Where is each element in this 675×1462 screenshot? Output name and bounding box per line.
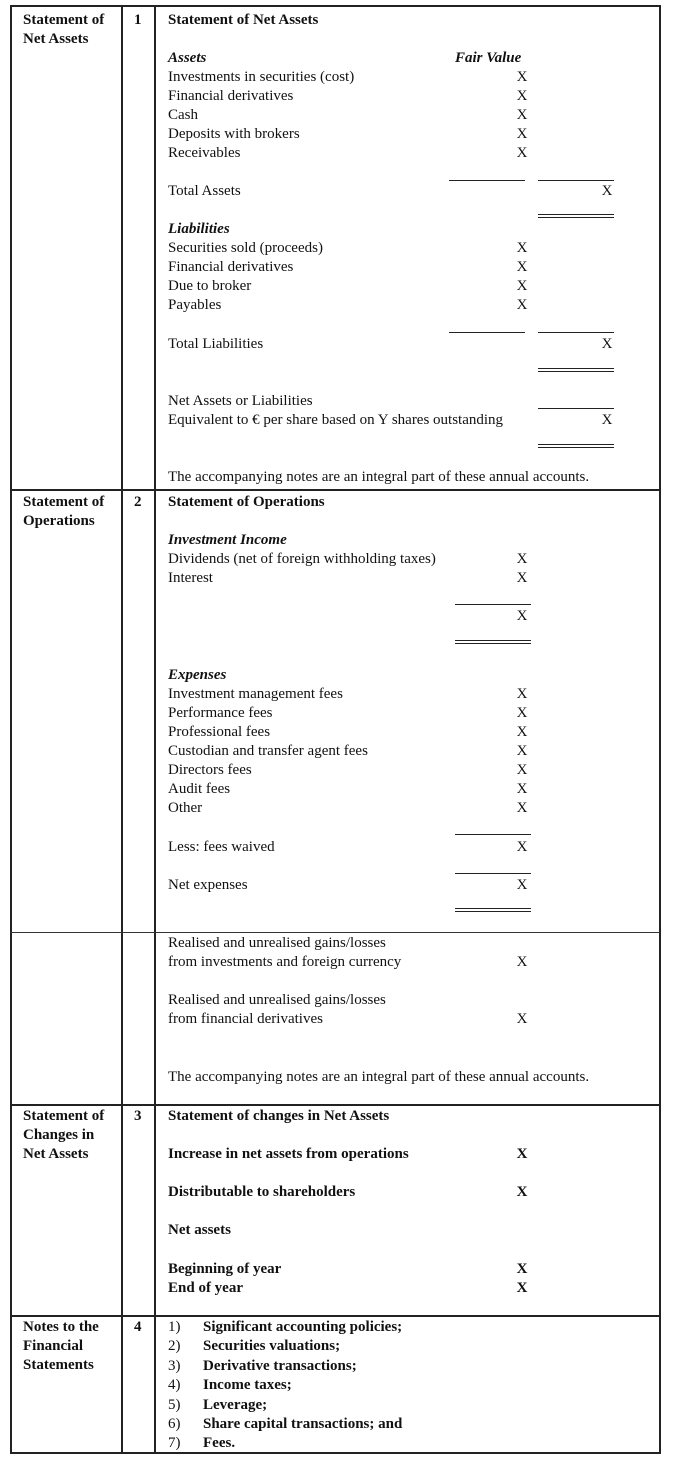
line-item-label: Audit fees bbox=[168, 781, 231, 797]
note-item bbox=[168, 1337, 402, 1356]
line-item-mark: X bbox=[516, 800, 528, 816]
financial-statements-table bbox=[10, 5, 661, 1454]
line-item-label: Custodian and transfer agent fees bbox=[168, 743, 368, 759]
line-item-label: Directors fees bbox=[168, 762, 252, 778]
total-liabilities-label: Total Liabilities bbox=[168, 336, 264, 352]
line-item-mark: X bbox=[516, 240, 528, 256]
net-expenses-mark: X bbox=[516, 877, 528, 893]
line-item-mark: X bbox=[516, 259, 528, 275]
section-label-net-assets: Statement of Net Assets bbox=[23, 12, 105, 47]
distributable-label: Distributable to shareholders bbox=[168, 1184, 356, 1200]
end-label: End of year bbox=[168, 1280, 243, 1296]
increase-label: Increase in net assets from operations bbox=[168, 1146, 409, 1162]
fair-value-heading: Fair Value bbox=[455, 50, 522, 66]
beginning-mark: X bbox=[516, 1261, 528, 1277]
subtotal-rule bbox=[449, 332, 525, 333]
section-label-operations: Statement of Operations bbox=[23, 494, 105, 529]
net-assets-line2: Equivalent to € per share based on Y shares outstanding bbox=[168, 412, 504, 428]
net-expenses-label: Net expenses bbox=[168, 877, 248, 893]
line-item-mark: X bbox=[516, 69, 528, 85]
row-divider-1 bbox=[10, 489, 661, 491]
note-number: 1) bbox=[168, 1319, 181, 1335]
note-item bbox=[168, 1318, 402, 1337]
section-label-changes: Statement of Changes in Net Assets bbox=[23, 1108, 105, 1162]
subtotal-rule bbox=[455, 834, 531, 835]
note-number: 7) bbox=[168, 1435, 181, 1452]
gains-derivatives-mark: X bbox=[516, 1011, 528, 1027]
line-item-mark: X bbox=[516, 126, 528, 142]
line-item-label: Performance fees bbox=[168, 705, 273, 721]
line-item-mark: X bbox=[516, 297, 528, 313]
note-item bbox=[168, 1434, 402, 1453]
note-text: Derivative transactions; bbox=[203, 1357, 357, 1374]
footnote: The accompanying notes are an integral part of these annual accounts. bbox=[168, 469, 590, 485]
line-item-label: Dividends (net of foreign withholding taxes) bbox=[168, 551, 436, 567]
row-divider-3 bbox=[10, 1104, 661, 1106]
line-item-label: Interest bbox=[168, 570, 213, 586]
row-divider-2a bbox=[10, 932, 154, 933]
line-item-label: Receivables bbox=[168, 145, 241, 161]
line-item-label: Professional fees bbox=[168, 724, 271, 740]
note-number: 5) bbox=[168, 1396, 181, 1413]
notes-list bbox=[168, 1318, 402, 1454]
line-item-label: Deposits with brokers bbox=[168, 126, 300, 142]
double-rule bbox=[455, 908, 531, 912]
line-item-label: Investment management fees bbox=[168, 686, 343, 702]
line-item-label: Other bbox=[168, 800, 203, 816]
fees-waived-label: Less: fees waived bbox=[168, 839, 275, 855]
double-rule bbox=[538, 444, 614, 448]
line-item-mark: X bbox=[516, 781, 528, 797]
section-number: 4 bbox=[134, 1319, 142, 1335]
subtotal-rule bbox=[455, 873, 531, 874]
section-title: Statement of Net Assets bbox=[168, 12, 319, 28]
note-text: Fees. bbox=[203, 1435, 236, 1452]
note-text: Securities valuations; bbox=[203, 1338, 341, 1355]
row-divider-2b bbox=[154, 932, 661, 933]
note-text: Leverage; bbox=[203, 1396, 268, 1413]
line-item-mark: X bbox=[516, 724, 528, 740]
gains-derivatives-line2: from financial derivatives bbox=[168, 1011, 323, 1027]
end-mark: X bbox=[516, 1280, 528, 1296]
section-number: 3 bbox=[134, 1108, 142, 1124]
line-item-label: Securities sold (proceeds) bbox=[168, 240, 323, 256]
double-rule bbox=[538, 368, 614, 372]
subtotal-rule bbox=[538, 180, 614, 181]
double-rule bbox=[538, 214, 614, 218]
line-item-mark: X bbox=[516, 686, 528, 702]
note-item bbox=[168, 1396, 402, 1415]
double-rule bbox=[455, 640, 531, 644]
net-assets-label: Net assets bbox=[168, 1222, 231, 1238]
beginning-label: Beginning of year bbox=[168, 1261, 282, 1277]
liabilities-heading: Liabilities bbox=[168, 221, 230, 237]
line-item-mark: X bbox=[516, 88, 528, 104]
line-item-mark: X bbox=[516, 705, 528, 721]
fees-waived-mark: X bbox=[516, 839, 528, 855]
gains-investments-line1: Realised and unrealised gains/losses bbox=[168, 935, 386, 951]
section-number: 2 bbox=[134, 494, 142, 510]
section-label-notes: Notes to the Financial Statements bbox=[23, 1319, 99, 1373]
subtotal-rule bbox=[455, 604, 531, 605]
note-text: Share capital transactions; and bbox=[203, 1416, 403, 1433]
net-assets-line1: Net Assets or Liabilities bbox=[168, 393, 313, 409]
note-text: Income taxes; bbox=[203, 1377, 292, 1394]
note-number: 6) bbox=[168, 1416, 181, 1433]
line-item-mark: X bbox=[516, 107, 528, 123]
total-assets-label: Total Assets bbox=[168, 183, 241, 199]
note-text: Significant accounting policies; bbox=[203, 1319, 403, 1335]
note-item bbox=[168, 1357, 402, 1376]
row-divider-4 bbox=[10, 1315, 661, 1317]
note-item bbox=[168, 1415, 402, 1434]
note-number: 2) bbox=[168, 1338, 181, 1355]
total-mark: X bbox=[601, 183, 613, 199]
line-item-mark: X bbox=[516, 551, 528, 567]
subtotal-rule bbox=[538, 408, 614, 409]
section-title: Statement of Operations bbox=[168, 494, 325, 510]
line-item-mark: X bbox=[516, 570, 528, 586]
line-item-mark: X bbox=[516, 145, 528, 161]
line-item-mark: X bbox=[516, 278, 528, 294]
footnote: The accompanying notes are an integral part of these annual accounts. bbox=[168, 1069, 590, 1085]
line-item-label: Payables bbox=[168, 297, 222, 313]
increase-mark: X bbox=[516, 1146, 528, 1162]
net-assets-mark: X bbox=[601, 412, 613, 428]
assets-heading: Assets bbox=[168, 50, 207, 66]
income-total-mark: X bbox=[516, 608, 528, 624]
line-item-mark: X bbox=[516, 743, 528, 759]
income-heading: Investment Income bbox=[168, 532, 287, 548]
gains-investments-line2: from investments and foreign currency bbox=[168, 954, 402, 970]
distributable-mark: X bbox=[516, 1184, 528, 1200]
total-mark: X bbox=[601, 336, 613, 352]
section-number: 1 bbox=[134, 12, 142, 28]
column-divider-1 bbox=[121, 5, 123, 1454]
line-item-label: Financial derivatives bbox=[168, 259, 294, 275]
note-number: 3) bbox=[168, 1357, 181, 1374]
expenses-heading: Expenses bbox=[168, 667, 227, 683]
column-divider-2 bbox=[154, 5, 156, 1454]
section-title: Statement of changes in Net Assets bbox=[168, 1108, 390, 1124]
line-item-label: Financial derivatives bbox=[168, 88, 294, 104]
subtotal-rule bbox=[538, 332, 614, 333]
note-number: 4) bbox=[168, 1377, 181, 1394]
gains-derivatives-line1: Realised and unrealised gains/losses bbox=[168, 992, 386, 1008]
line-item-mark: X bbox=[516, 762, 528, 778]
note-item bbox=[168, 1376, 402, 1395]
line-item-label: Investments in securities (cost) bbox=[168, 69, 355, 85]
line-item-label: Due to broker bbox=[168, 278, 252, 294]
gains-investments-mark: X bbox=[516, 954, 528, 970]
line-item-label: Cash bbox=[168, 107, 198, 123]
subtotal-rule bbox=[449, 180, 525, 181]
